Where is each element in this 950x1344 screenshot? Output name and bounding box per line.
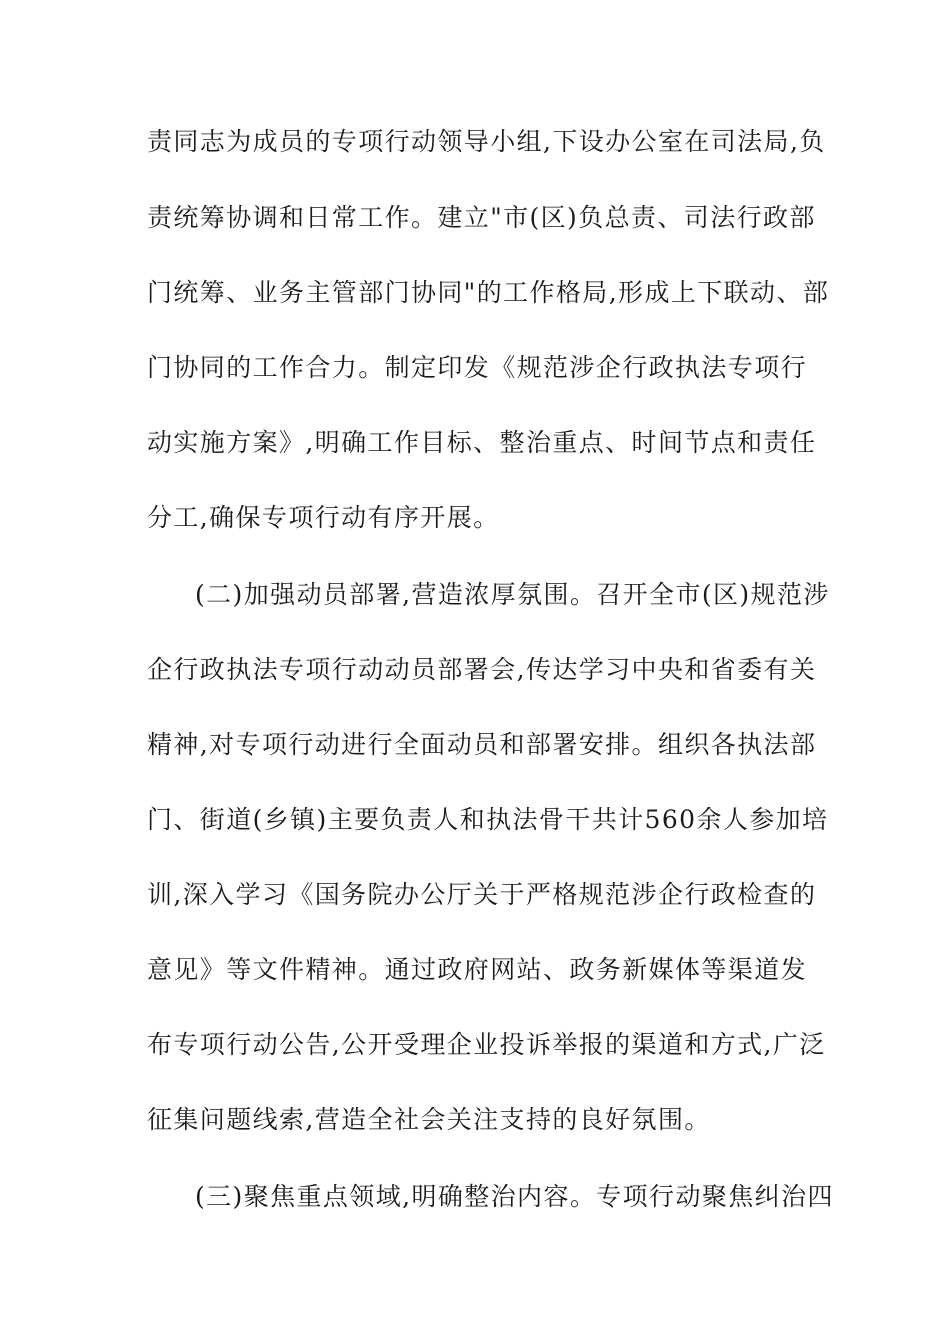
text-line: 门、街道(乡镇)主要负责人和执法骨干共计560余人参加培	[147, 805, 829, 834]
text-line: 企行政执法专项行动动员部署会,传达学习中央和省委有关	[147, 655, 817, 684]
text-line: 分工,确保专项行动有序开展。	[147, 503, 500, 532]
text-line: 门统筹、业务主管部门协同"的工作格局,形成上下联动、部	[147, 278, 830, 307]
text-line: 布专项行动公告,公开受理企业投诉举报的渠道和方式,广泛	[147, 1030, 826, 1059]
text-line: 征集问题线索,营造全社会关注支持的良好氛围。	[147, 1105, 711, 1134]
text-line: 责统筹协调和日常工作。建立"市(区)负总责、司法行政部	[147, 203, 816, 232]
text-line: 精神,对专项行动进行全面动员和部署安排。组织各执法部	[147, 730, 817, 759]
text-line: 责同志为成员的专项行动领导小组,下设办公室在司法局,负	[147, 127, 826, 156]
text-line: 意见》等文件精神。通过政府网站、政务新媒体等渠道发	[147, 955, 808, 984]
paragraph-heading-3: (三)聚焦重点领域,明确整治内容。专项行动聚焦纠治四	[195, 1182, 834, 1211]
text-line: 训,深入学习《国务院办公厅关于严格规范涉企行政检查的	[147, 880, 817, 909]
paragraph-heading-2: (二)加强动员部署,营造浓厚氛围。召开全市(区)规范涉	[195, 580, 830, 609]
text-line: 门协同的工作合力。制定印发《规范涉企行政执法专项行	[147, 353, 808, 382]
text-line: 动实施方案》,明确工作目标、整治重点、时间节点和责任	[147, 428, 817, 457]
